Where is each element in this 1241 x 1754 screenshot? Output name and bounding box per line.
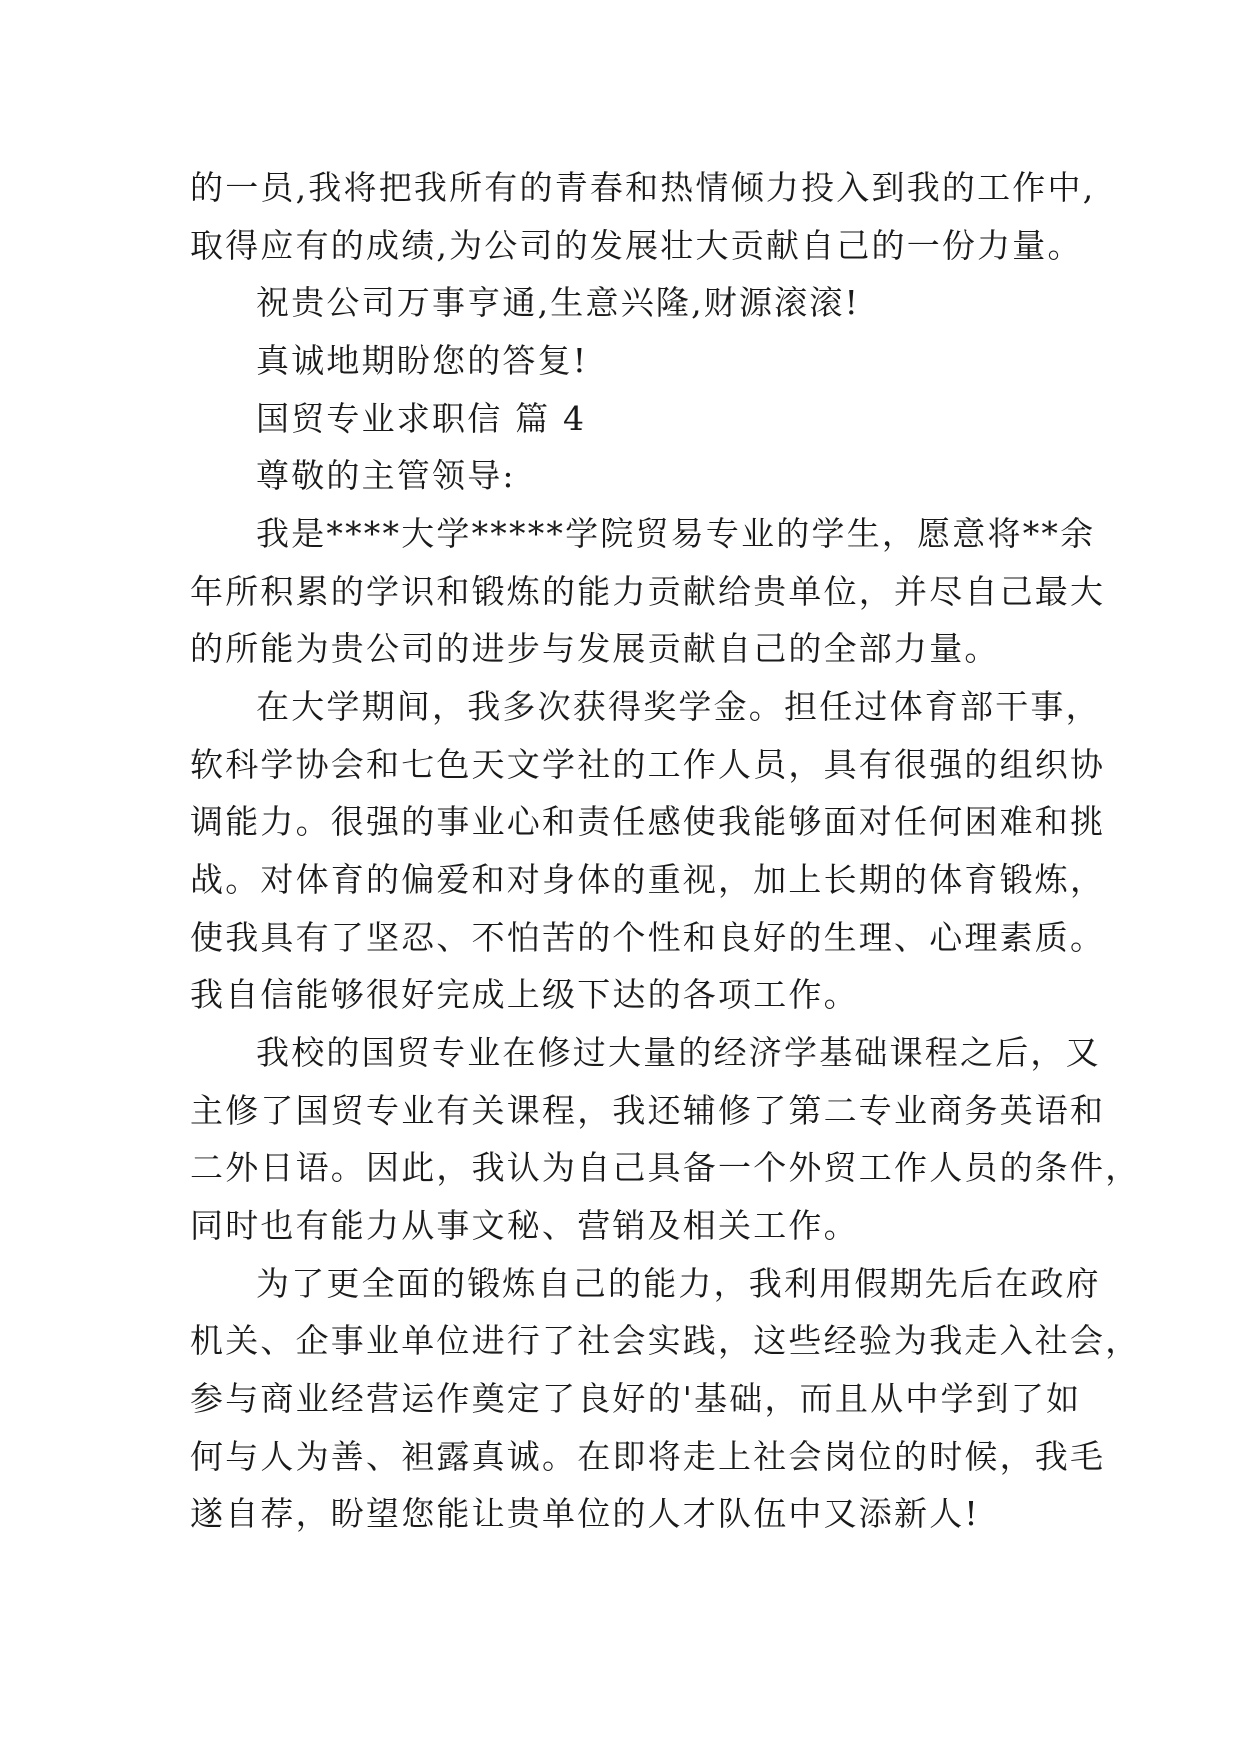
text-line: 主修了国贸专业有关课程，我还辅修了第二专业商务英语和 [190, 1091, 1106, 1130]
text-line: 参与商业经营运作奠定了良好的'基础，而且从中学到了如 [190, 1379, 1082, 1418]
text-line: 在大学期间，我多次获得奖学金。担任过体育部干事， [256, 687, 1101, 726]
text-line: 的所能为贵公司的进步与发展贡献自己的全部力量。 [190, 629, 1000, 668]
text-line: 战。对体育的偏爱和对身体的重视，加上长期的体育锻炼， [190, 860, 1106, 899]
section-heading: 国贸专业求职信 篇 4 [256, 399, 587, 438]
text-line: 我校的国贸专业在修过大量的经济学基础课程之后，又 [256, 1033, 1101, 1072]
text-line: 为了更全面的锻炼自己的能力，我利用假期先后在政府 [256, 1264, 1101, 1303]
text-line: 同时也有能力从事文秘、营销及相关工作。 [190, 1206, 859, 1245]
text-line: 软科学协会和七色天文学社的工作人员，具有很强的组织协 [190, 745, 1106, 784]
text-line: 的一员,我将把我所有的青春和热情倾力投入到我的工作中, [190, 168, 1096, 207]
text-line: 取得应有的成绩,为公司的发展壮大贡献自己的一份力量。 [190, 226, 1083, 265]
text-line: 我自信能够很好完成上级下达的各项工作。 [190, 975, 859, 1014]
text-line: 使我具有了坚忍、不怕苦的个性和良好的生理、心理素质。 [190, 918, 1106, 957]
text-line: 机关、企事业单位进行了社会实践，这些经验为我走入社会， [190, 1321, 1141, 1360]
text-line: 遂自荐，盼望您能让贵单位的人才队伍中又添新人! [190, 1494, 980, 1533]
text-line: 我是****大学*****学院贸易专业的学生，愿意将**余 [256, 514, 1096, 553]
text-line: 真诚地期盼您的答复! [256, 341, 589, 380]
salutation: 尊敬的主管领导: [256, 456, 516, 495]
text-line: 调能力。很强的事业心和责任感使我能够面对任何困难和挑 [190, 802, 1106, 841]
text-line: 祝贵公司万事亨通,生意兴隆,财源滚滚! [256, 283, 861, 322]
text-line: 年所积累的学识和锻炼的能力贡献给贵单位，并尽自己最大 [190, 572, 1106, 611]
text-line: 何与人为善、袒露真诚。在即将走上社会岗位的时候，我毛 [190, 1437, 1106, 1476]
text-line: 二外日语。因此，我认为自己具备一个外贸工作人员的条件， [190, 1148, 1141, 1187]
